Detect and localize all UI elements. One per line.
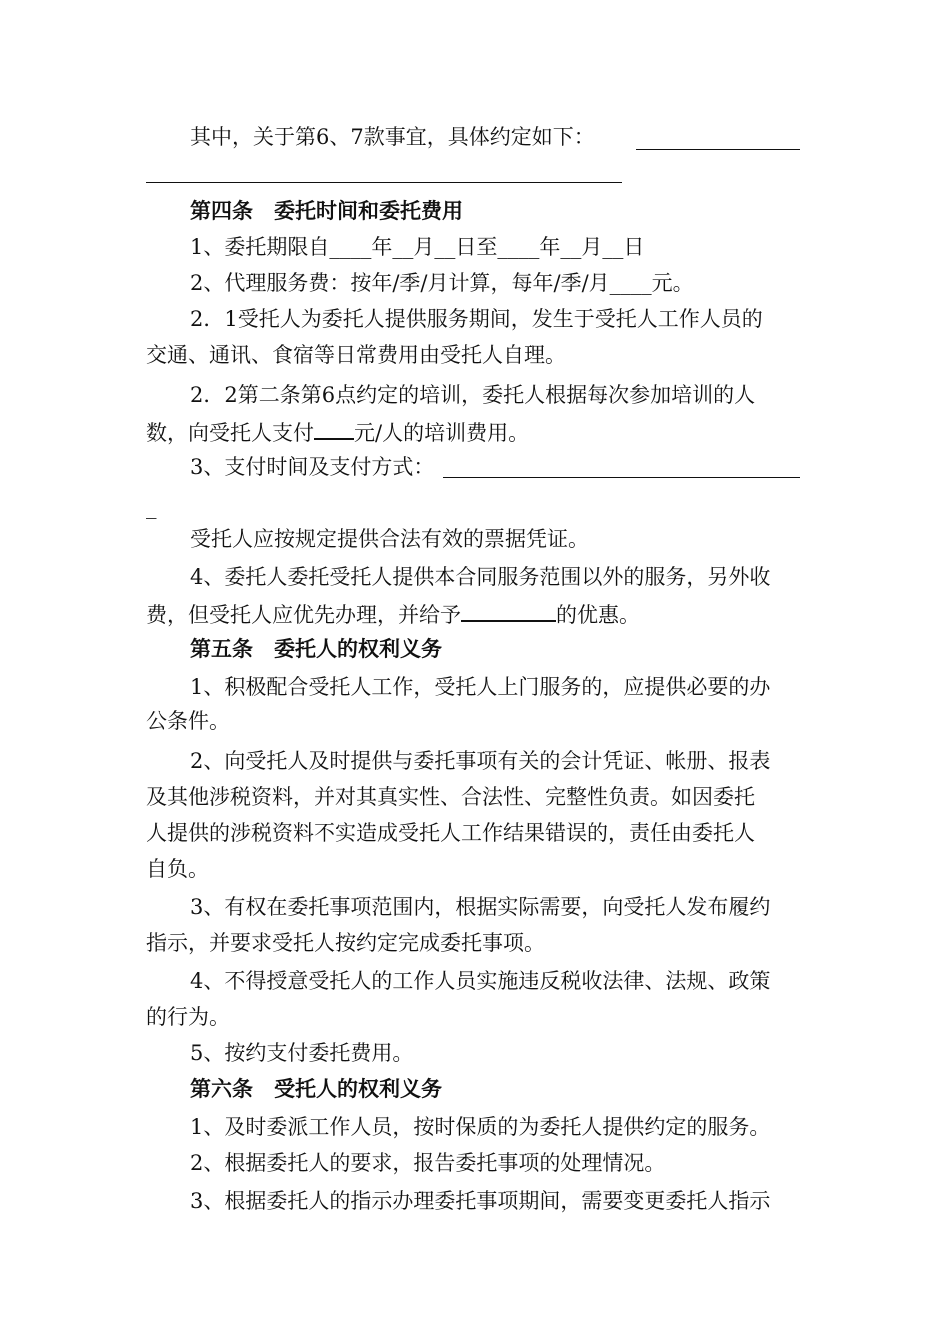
- article-heading: 第四条 委托时间和委托费用: [190, 199, 463, 223]
- paragraph-line: 3、有权在委托事项范围内，根据实际需要，向受托人发布履约: [190, 895, 771, 919]
- paragraph-line: 受托人应按规定提供合法有效的票据凭证。: [190, 527, 589, 551]
- paragraph-line: 2．2第二条第6点约定的培训，委托人根据每次参加培训的人: [190, 383, 756, 407]
- paragraph-line: 及其他涉税资料，并对其真实性、合法性、完整性负责。如因委托: [146, 785, 755, 809]
- paragraph-line: 1、委托期限自____年__月__日至____年__月__日: [190, 235, 645, 259]
- paragraph-line: [146, 598, 640, 628]
- paragraph-line: 2、代理服务费：按年/季/月计算，每年/季/月____元。: [190, 271, 694, 295]
- text-run: 的优惠。: [556, 603, 640, 627]
- paragraph-line: 2．1受托人为委托人提供服务期间，发生于受托人工作人员的: [190, 307, 763, 331]
- text-run: 元/人的培训费用。: [354, 421, 530, 445]
- article-heading: 第五条 委托人的权利义务: [190, 637, 442, 661]
- paragraph-line: 3、支付时间及支付方式：: [190, 455, 435, 479]
- paragraph-line: 4、委托人委托受托人提供本合同服务范围以外的服务，另外收: [190, 565, 771, 589]
- paragraph-line: [146, 416, 529, 446]
- blank-underline: [636, 149, 800, 150]
- paragraph-line: 的行为。: [146, 1005, 230, 1029]
- paragraph-line: 交通、通讯、食宿等日常费用由受托人自理。: [146, 343, 566, 367]
- text-run: 费，但受托人应优先办理，并给予: [146, 603, 461, 627]
- blank-underline: [146, 182, 622, 183]
- paragraph-line: 2、根据委托人的要求，报告委托事项的处理情况。: [190, 1151, 666, 1175]
- blank-underline: [461, 598, 556, 622]
- paragraph-line: 指示，并要求受托人按约定完成委托事项。: [146, 931, 545, 955]
- paragraph-line: 自负。: [146, 857, 209, 881]
- paragraph-line: 其中，关于第6、7款事宜，具体约定如下：: [190, 125, 595, 149]
- article-heading: 第六条 受托人的权利义务: [190, 1077, 442, 1101]
- paragraph-line: 4、不得授意受托人的工作人员实施违反税收法律、法规、政策: [190, 969, 771, 993]
- blank-underline: [314, 416, 354, 440]
- paragraph-line: 人提供的涉税资料不实造成受托人工作结果错误的，责任由委托人: [146, 821, 755, 845]
- paragraph-line: 1、积极配合受托人工作，受托人上门服务的，应提供必要的办: [190, 675, 771, 699]
- paragraph-line: 1、及时委派工作人员，按时保质的为委托人提供约定的服务。: [190, 1115, 771, 1139]
- paragraph-line: 2、向受托人及时提供与委托事项有关的会计凭证、帐册、报表: [190, 749, 771, 773]
- paragraph-line: 5、按约支付委托费用。: [190, 1041, 414, 1065]
- paragraph-line: _: [146, 495, 157, 519]
- paragraph-line: 公条件。: [146, 709, 230, 733]
- paragraph-line: 3、根据委托人的指示办理委托事项期间，需要变更委托人指示: [190, 1189, 771, 1213]
- blank-underline: [443, 477, 800, 478]
- text-run: 数，向受托人支付: [146, 421, 314, 445]
